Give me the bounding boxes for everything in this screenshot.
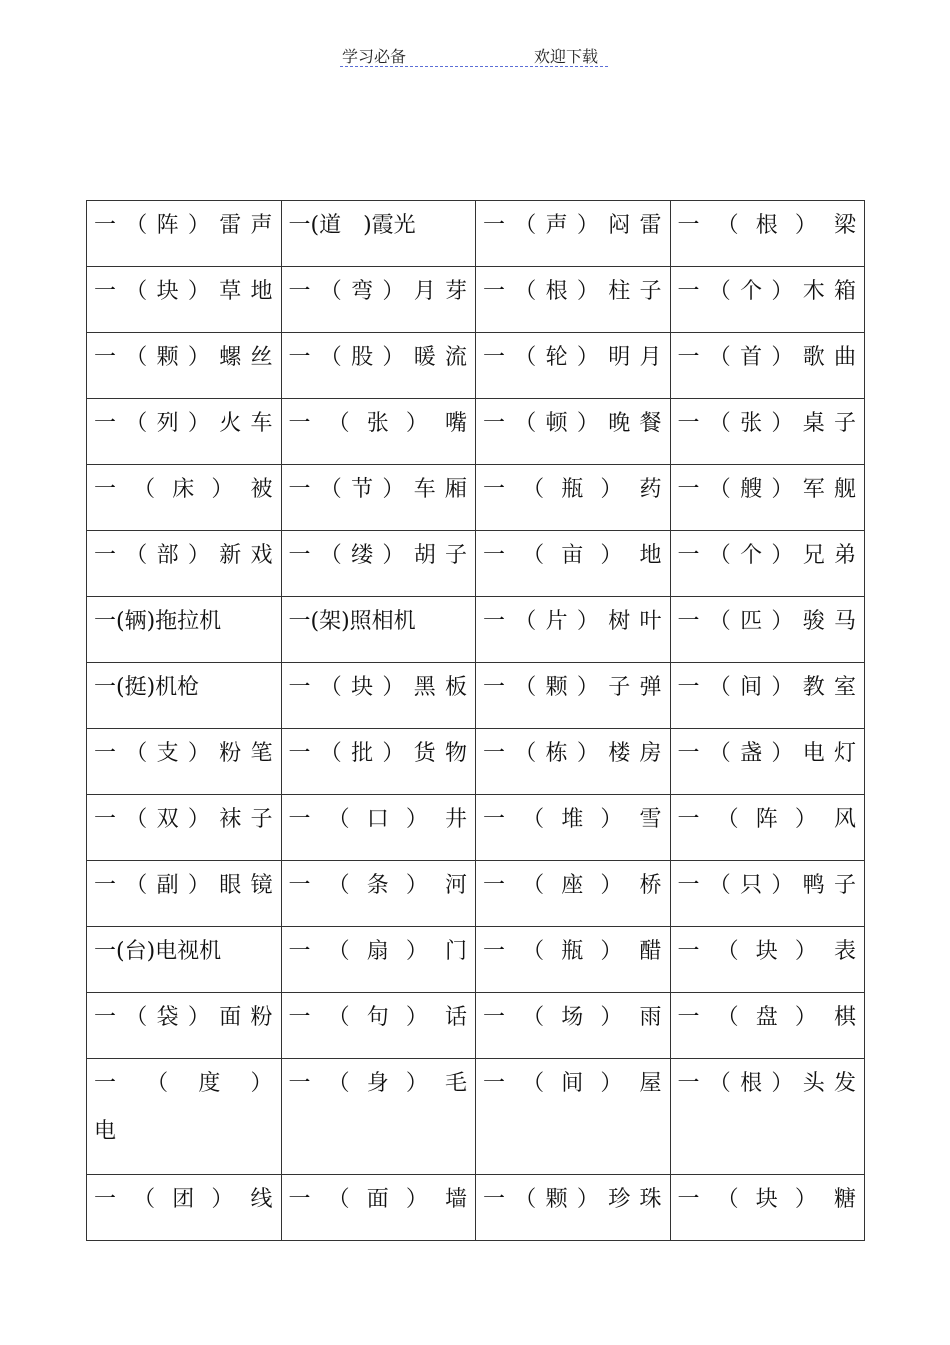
table-cell [670, 201, 865, 267]
cell-text: 一 （ 轮 ） 明 月 [483, 345, 662, 370]
cell-text: 一 （ 袋 ） 面 粉 [94, 1005, 273, 1030]
cell-line: 一 （ 度 ） [94, 1071, 273, 1096]
cell-text: 一 （ 节 ） 车 厢 [288, 477, 467, 502]
table-cell [281, 927, 476, 993]
cell-text: 一 （ 声 ） 闷 雷 [483, 213, 662, 238]
cell-text: 一 （ 首 ） 歌 曲 [677, 345, 856, 370]
table-cell [476, 1059, 671, 1175]
table-cell [281, 201, 476, 267]
table-cell [476, 861, 671, 927]
cell-text [94, 1059, 273, 1156]
cell-text: 一 （ 栋 ） 楼 房 [483, 741, 662, 766]
cell-text: 一(辆)拖拉机 [94, 609, 222, 634]
cell-text: 一 （ 瓶 ） 醋 [483, 939, 662, 964]
table-row [87, 663, 865, 729]
cell-text: 一 （ 身 ） 毛 [288, 1071, 467, 1096]
cell-text: 一(架)照相机 [288, 609, 416, 634]
measure-word-table [86, 200, 865, 1241]
table-cell [670, 795, 865, 861]
cell-text: 一(台)电视机 [94, 939, 222, 964]
table-cell [87, 465, 282, 531]
table-cell [476, 465, 671, 531]
cell-text: 一 （ 股 ） 暖 流 [288, 345, 467, 370]
cell-text: 一 （ 根 ） 头 发 [677, 1071, 856, 1096]
cell-text: 一 （ 床 ） 被 [94, 477, 273, 502]
cell-text: 一 （ 艘 ） 军 舰 [677, 477, 856, 502]
table-cell [87, 531, 282, 597]
table-cell [670, 465, 865, 531]
cell-text: 一 （ 块 ） 表 [677, 939, 856, 964]
table-cell [670, 333, 865, 399]
table-cell [87, 333, 282, 399]
cell-text: 一 （ 个 ） 木 箱 [677, 279, 856, 304]
table-cell [281, 333, 476, 399]
table-cell [670, 267, 865, 333]
cell-text: 一 （ 堆 ） 雪 [483, 807, 662, 832]
cell-text: 一 （ 副 ） 眼 镜 [94, 873, 273, 898]
cell-text: 一 （ 阵 ） 风 [677, 807, 856, 832]
table-cell [476, 795, 671, 861]
cell-text: 一 （ 块 ） 草 地 [94, 279, 273, 304]
table-cell [281, 1175, 476, 1241]
cell-text: 一 （ 面 ） 墙 [288, 1187, 467, 1212]
table-cell [476, 597, 671, 663]
table-cell [87, 729, 282, 795]
table-cell [670, 597, 865, 663]
table-row [87, 201, 865, 267]
cell-line: 电 [94, 1119, 117, 1144]
table-row [87, 465, 865, 531]
cell-text: 一 （ 条 ） 河 [288, 873, 467, 898]
cell-text: 一 （ 片 ） 树 叶 [483, 609, 662, 634]
cell-text: 一(挺)机枪 [94, 675, 200, 700]
table-cell [281, 993, 476, 1059]
table-cell [670, 927, 865, 993]
table-cell [87, 597, 282, 663]
table-cell [670, 531, 865, 597]
table-cell [87, 399, 282, 465]
table-row [87, 927, 865, 993]
table-cell [87, 1175, 282, 1241]
table-row [87, 795, 865, 861]
table-cell [87, 1059, 282, 1175]
table-cell [476, 927, 671, 993]
cell-text: 一 （ 块 ） 黑 板 [288, 675, 467, 700]
table-cell [476, 729, 671, 795]
table-cell [670, 1175, 865, 1241]
table-cell [281, 795, 476, 861]
table-row [87, 267, 865, 333]
cell-text: 一 （ 块 ） 糖 [677, 1187, 856, 1212]
table-cell [281, 729, 476, 795]
table-cell [281, 597, 476, 663]
cell-text: 一 （ 扇 ） 门 [288, 939, 467, 964]
table-cell [281, 465, 476, 531]
cell-text: 一 （ 间 ） 屋 [483, 1071, 662, 1096]
table-cell [281, 267, 476, 333]
header-left-text: 学习必备 [342, 47, 407, 66]
header-right-text: 欢迎下载 [534, 47, 599, 66]
table-cell [476, 333, 671, 399]
cell-text: 一 （ 根 ） 柱 子 [483, 279, 662, 304]
cell-text: 一 （ 句 ） 话 [288, 1005, 467, 1030]
cell-text: 一 （ 颗 ） 螺 丝 [94, 345, 273, 370]
table-row [87, 597, 865, 663]
cell-text: 一 （ 瓶 ） 药 [483, 477, 662, 502]
cell-text: 一 （ 座 ） 桥 [483, 873, 662, 898]
table-row [87, 399, 865, 465]
cell-text: 一 （ 口 ） 井 [288, 807, 467, 832]
table-row [87, 993, 865, 1059]
cell-text: 一 （ 颗 ） 子 弹 [483, 675, 662, 700]
table-row [87, 1059, 865, 1175]
cell-text: 一 （ 盏 ） 电 灯 [677, 741, 856, 766]
cell-text: 一 （ 支 ） 粉 笔 [94, 741, 273, 766]
cell-text: 一 （ 张 ） 桌 子 [677, 411, 856, 436]
table-cell [87, 927, 282, 993]
table-cell [476, 663, 671, 729]
table-row [87, 729, 865, 795]
table-cell [670, 663, 865, 729]
cell-text: 一 （ 亩 ） 地 [483, 543, 662, 568]
table-cell [476, 1175, 671, 1241]
table-cell [670, 1059, 865, 1175]
cell-text: 一 （ 批 ） 货 物 [288, 741, 467, 766]
cell-text: 一 （ 个 ） 兄 弟 [677, 543, 856, 568]
cell-text: 一 （ 张 ） 嘴 [288, 411, 467, 436]
table-cell [476, 993, 671, 1059]
table-cell [87, 267, 282, 333]
cell-text: 一 （ 颗 ） 珍 珠 [483, 1187, 662, 1212]
table-cell [281, 861, 476, 927]
table-cell [281, 531, 476, 597]
table-cell [87, 663, 282, 729]
table-cell [281, 1059, 476, 1175]
cell-text: 一 （ 盘 ） 棋 [677, 1005, 856, 1030]
table-row [87, 1175, 865, 1241]
table-cell [476, 399, 671, 465]
cell-text: 一 （ 顿 ） 晚 餐 [483, 411, 662, 436]
table-cell [476, 201, 671, 267]
table-cell [281, 663, 476, 729]
table-cell [670, 861, 865, 927]
table-row [87, 531, 865, 597]
table-row [87, 861, 865, 927]
table-cell [670, 729, 865, 795]
table-cell [670, 399, 865, 465]
cell-text: 一 （ 缕 ） 胡 子 [288, 543, 467, 568]
table-cell [476, 267, 671, 333]
cell-text: 一 （ 间 ） 教 室 [677, 675, 856, 700]
cell-text: 一 （ 只 ） 鸭 子 [677, 873, 856, 898]
cell-text: 一 （ 部 ） 新 戏 [94, 543, 273, 568]
cell-text: 一 （ 匹 ） 骏 马 [677, 609, 856, 634]
table-cell [476, 531, 671, 597]
table-cell [670, 993, 865, 1059]
cell-text: 一 （ 阵 ） 雷 声 [94, 213, 273, 238]
page-header [340, 40, 608, 67]
table-cell [87, 993, 282, 1059]
cell-text: 一 （ 弯 ） 月 芽 [288, 279, 467, 304]
cell-text: 一 （ 场 ） 雨 [483, 1005, 662, 1030]
table-cell [87, 795, 282, 861]
cell-text: 一(道 )霞光 [288, 213, 416, 238]
cell-text: 一 （ 双 ） 袜 子 [94, 807, 273, 832]
cell-text: 一 （ 列 ） 火 车 [94, 411, 273, 436]
cell-text: 一 （ 团 ） 线 [94, 1187, 273, 1212]
table-row [87, 333, 865, 399]
table-cell [87, 861, 282, 927]
table-cell [281, 399, 476, 465]
table-cell [87, 201, 282, 267]
cell-text: 一 （ 根 ） 梁 [677, 213, 856, 238]
